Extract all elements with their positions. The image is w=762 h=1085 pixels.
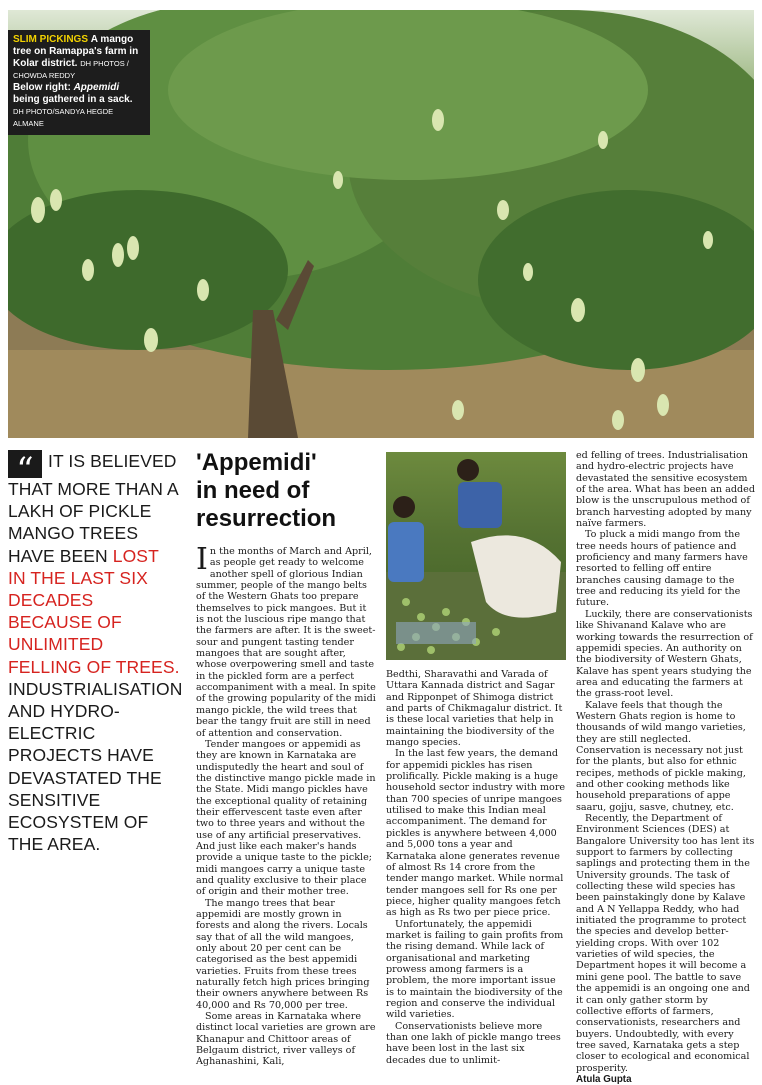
photo-caption [8,30,150,135]
caption-line2b: Appemidi [73,82,120,93]
paragraph-9: ed felling of trees. Industrialisation and hydro-electric projects have devastated the sensitive ecosystem of the area. What has been an added blow is the unscrupulous method of branch harvesting adopted by many naïve farmers. [576,450,755,530]
appemidi-gathering-photo [386,452,566,660]
headline-line3: resurrection [196,505,337,532]
pull-quote [8,450,183,855]
headline-line1: 'Appemidi' [196,449,317,476]
article-column-3 [576,450,756,1085]
caption-line1: A mango tree on Ramappa's farm in Kolar district. [13,34,139,69]
paragraph-5: Bedthi, Sharavathi and Varada of Uttara Kannada district and Sagar and Ripponpet of Shimoga district and parts of Chikmagalur district. It is these local varieties that help in maintaining the biodiversity of the mango species. [386,669,563,749]
article-column-1 [196,542,376,1068]
pull-quote-highlight: LOST IN THE LAST SIX DECADES BECAUSE OF UNLIMITED FELLING OF TREES. [8,545,180,677]
pull-quote-part3: INDUSTRIALISATION AND HYDRO-ELECTRIC PROJECTS HAVE DEVASTATED THE SENSITIVE ECOSYSTEM OF THE AREA. [8,678,183,855]
byline: Atula Gupta [576,1073,632,1085]
paragraph-4: Some areas in Karnataka where distinct local varieties are grown are Khanapur and Chittoor areas of Belgaum district, river valleys of Aghanashini, Kali, [196,1011,376,1068]
paragraph-6: In the last few years, the demand for appemidi pickles has risen prolifically. Pickle making is a huge household sector industry with more than 700 species of unripe mangoes utilised to make this Indian meal accompaniment. The demand for pickles is anywhere between 4,000 and 5,000 tons a year and Karnataka alone generates revenue of almost Rs 14 crore from the tender mango market. While normal tender mangoes sell for Rs one per piece, higher quality mangoes fetch as high as Rs two per piece price. [386,748,566,919]
article-column-2 [386,669,566,1066]
caption-credit1: DH PHOTOS / CHOWDA REDDY [13,59,129,80]
caption-line2a: Below right: [13,82,74,93]
pull-quote-part1: IT IS BELIEVED THAT MORE THAN A LAKH OF PICKLE MANGO TREES HAVE BEEN [8,451,178,566]
paragraph-13: Recently, the Department of Environment Sciences (DES) at Bangalore University too has lent its support to farmers by collecting saplings and protecting them in the University grounds. The task of collecting these wild species has been painstakingly done by Kalave and A N Yellappa Reddy, who had initiated the programme to protect the species and develop better-yielding crops. With over 102 varieties of wild species, the Department hopes it will become a mini gene pool. The battle to save the appemidi is an ongoing one and it can only gather storm by collective efforts of farmers, conservationists, researchers and buyers. Undoubtedly, with every tree saved, Karnataka gets a step closer to ecological and economical prosperity. [576,813,755,1074]
article-headline [196,449,386,533]
headline-line2: in need of [196,477,310,504]
paragraph-3: The mango trees that bear appemidi are mostly grown in forests and along the rivers. Locals say that of all the wild mangoes, only about 20 per cent can be categorised as the best appemidi varieties. Fruits from these trees naturally fetch high prices bringing their owners anywhere between Rs 40,000 and Rs 70,000 per tree. [196,897,370,1011]
paragraph-12: Kalave feels that though the Western Ghats region is home to thousands of wild mango varieties, they are still neglected. Conservation is necessary not just for the plants, but also for ethnic recipes, methods of pickle making, and other cooking methods like household preparations of appe saaru, gojju, sasve, chutney, etc. [576,699,746,813]
paragraph-1: n the months of March and April, as people get ready to welcome another spell of glorious Indian summer, people of the mango belts of the Western Ghats too prepare themselves to pick mangoes. But it is not the luscious ripe mango that the farmers are after. It is the sweet-sour and pungent tasting tender mangoes that are sought after, whose overpowering smell and taste in the pickled form are a perfect accompaniment with a meal. In spite of the growing popularity of the midi mango pickle, the wild trees that bear the tangy fruit are still in need of attention and conservation. [196,546,376,739]
caption-line2c: being gathered in a sack. [13,94,133,105]
gathering-illustration [386,452,566,660]
paragraph-2: Tender mangoes or appemidi as they are known in Karnataka are undisputedly the heart and soul of the distinctive mango pickle made in the State. Midi mango pickles have the exceptional quality of retaining their effervescent taste even after two to three years and without the use of any artificial preservatives. And just like each maker's hands provide a unique taste to the pickle; midi mangoes carry a unique taste and quality exclusive to their place of origin and their mother tree. [196,738,376,898]
quote-mark-icon: “ [8,450,42,478]
paragraph-8: Conservationists believe more than one lakh of pickle mango trees have been lost in the last six decades due to unlimit- [386,1020,561,1066]
caption-kicker: SLIM PICKINGS [13,34,89,45]
dropcap: I [196,542,208,577]
caption-credit2: DH PHOTO/SANDYA HEGDE ALMANE [13,107,114,128]
paragraph-11: Luckily, there are conservationists like Shivanand Kalave who are working towards the resurrection of appemidi species. An authority on the biodiversity of Western Ghats, Kalave has spent years studying the area and educating the farmers at the grass-root level. [576,608,753,700]
paragraph-7: Unfortunately, the appemidi market is failing to gain profits from the rising demand. While lack of organisational and marketing prowess among farmers is a problem, the more important issue is to maintain the biodiversity of the region and conserve the individual wild varieties. [386,918,564,1021]
paragraph-10: To pluck a midi mango from the tree needs hours of patience and proficiency and many farmers have resorted to felling off entire branches causing damage to the tree and reducing its yield for the future. [576,529,748,609]
